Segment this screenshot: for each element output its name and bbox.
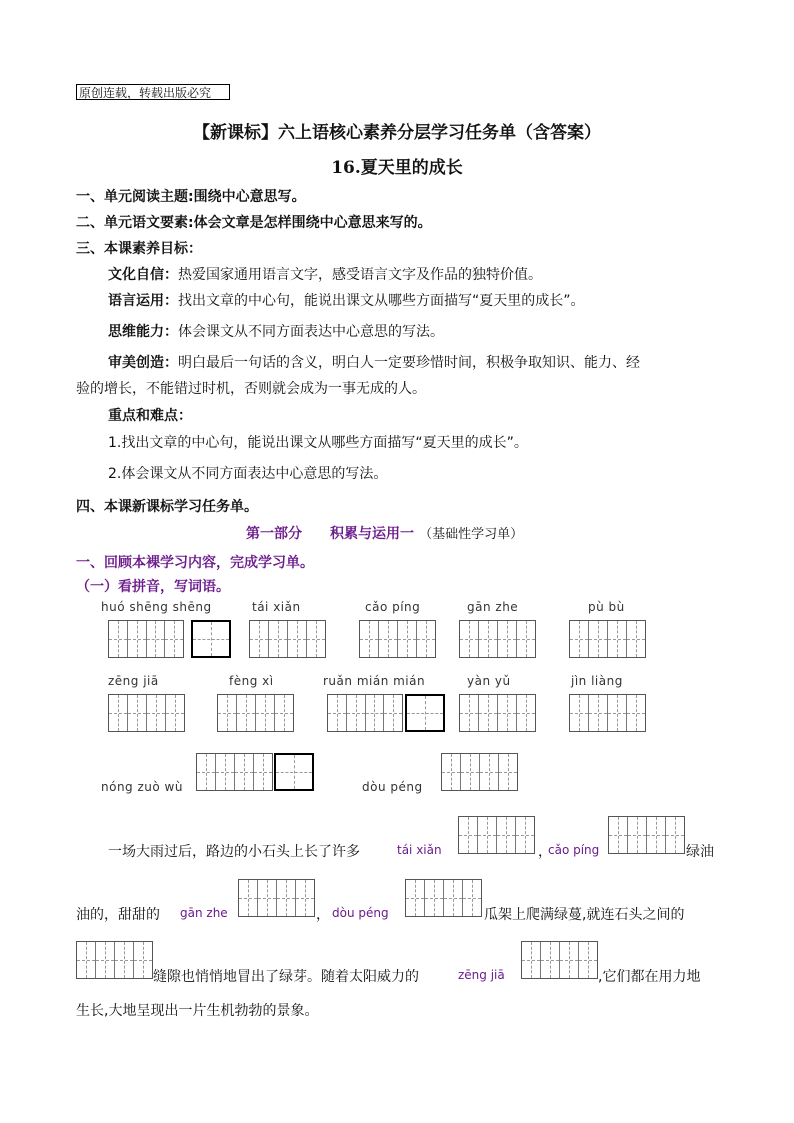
para-line-1a: 一场大雨过后，路边的小石头上长了许多 — [108, 844, 360, 860]
inline-pinyin: zēng jiā — [458, 968, 505, 982]
writing-grid[interactable] — [249, 620, 326, 658]
goal-aesthetic-cont: 验的增长，不能错过时机，否则就会成为一事无成的人。 — [76, 381, 426, 397]
writing-grid[interactable] — [327, 694, 403, 732]
key-heading: 重点和难点： — [108, 408, 192, 424]
pinyin-label: yàn yǔ — [467, 674, 511, 688]
goal-label: 语言运用： — [108, 293, 178, 309]
goal-text: 找出文章的中心句，能说出课文从哪些方面描写“夏天里的成长”。 — [178, 293, 585, 309]
inline-pinyin: cǎo píng — [548, 843, 600, 857]
writing-grid[interactable] — [196, 753, 273, 791]
copyright-stamp: 原创连载，转载出版必究 — [76, 84, 230, 100]
writing-grid[interactable] — [405, 879, 482, 917]
goal-aesthetic — [108, 352, 640, 372]
goal-text: 体会课文从不同方面表达中心意思的写法。 — [178, 324, 444, 340]
pinyin-label: dòu péng — [362, 780, 423, 794]
part-heading — [246, 523, 523, 543]
goal-label: 审美创造： — [108, 355, 178, 371]
goal-label: 文化自信： — [108, 267, 178, 283]
inline-pinyin: dòu péng — [332, 906, 389, 920]
pinyin-label: cǎo píng — [365, 600, 421, 614]
key-point-1: 1.找出文章的中心句，能说出课文从哪些方面描写“夏天里的成长”。 — [108, 435, 528, 451]
writing-grid[interactable] — [521, 941, 598, 979]
para-line-3b: ,它们都在用力地 — [598, 969, 701, 985]
writing-grid[interactable] — [608, 816, 685, 854]
writing-grid[interactable] — [459, 694, 536, 732]
writing-grid[interactable] — [359, 620, 436, 658]
writing-grid-single[interactable] — [274, 753, 314, 791]
goal-text: 明白最后一句话的含义，明白人一定要珍惜时间，积极争取知识、能力、经 — [178, 355, 640, 371]
task-list-heading: 四、本课新课标学习任务单。 — [76, 499, 258, 515]
writing-grid[interactable] — [569, 694, 646, 732]
pinyin-label: ruǎn mián mián — [323, 674, 426, 688]
goal-language — [108, 290, 585, 310]
goal-culture — [108, 264, 542, 284]
para-line-4: 生长,大地呈现出一片生机勃勃的景象。 — [76, 1003, 319, 1019]
writing-grid[interactable] — [217, 694, 294, 732]
goals-heading: 三、本课素养目标： — [76, 241, 202, 257]
writing-grid[interactable] — [76, 941, 153, 979]
pinyin-label: jìn liàng — [571, 674, 623, 688]
pinyin-label: zēng jiā — [108, 674, 159, 688]
pinyin-label: tái xiǎn — [252, 600, 301, 614]
part-note: （基础性学习单） — [419, 527, 524, 542]
lesson-title: 16.夏天里的成长 — [331, 158, 463, 178]
part-title: 第一部分 积累与运用一 — [246, 526, 414, 542]
punct: ， — [538, 844, 552, 860]
goal-label: 思维能力： — [108, 324, 178, 340]
writing-grid[interactable] — [238, 879, 315, 917]
para-line-1c: 绿油 — [686, 844, 714, 860]
unit-element: 二、单元语文要素:体会文章是怎样围绕中心意思来写的。 — [76, 215, 432, 231]
pinyin-label: pù bù — [588, 600, 625, 614]
task-subheading: （一）看拼音，写词语。 — [76, 579, 230, 595]
writing-grid-single[interactable] — [405, 694, 445, 732]
para-line-3a: 缝隙也悄悄地冒出了绿芽。随着太阳威力的 — [153, 969, 419, 985]
writing-grid[interactable] — [108, 620, 184, 658]
punct: ， — [316, 907, 330, 923]
pinyin-label: fèng xì — [229, 674, 274, 688]
goal-text: 热爱国家通用语言文字，感受语言文字及作品的独特价值。 — [178, 267, 542, 283]
writing-grid[interactable] — [569, 620, 646, 658]
key-point-2: 2.体会课文从不同方面表达中心意思的写法。 — [108, 466, 388, 482]
pinyin-label: huó shēng shēng — [101, 600, 212, 614]
writing-grid[interactable] — [108, 694, 185, 732]
pinyin-label: nóng zuò wù — [101, 780, 183, 794]
writing-grid[interactable] — [458, 816, 535, 854]
page-title: 【新课标】六上语核心素养分层学习任务单（含答案） — [193, 123, 601, 143]
task-heading: 一、回顾本裸学习内容，完成学习单。 — [76, 555, 314, 571]
writing-grid-single[interactable] — [191, 620, 231, 658]
inline-pinyin: gān zhe — [180, 906, 228, 920]
unit-theme: 一、单元阅读主题:围绕中心意思写。 — [76, 189, 306, 205]
writing-grid[interactable] — [459, 620, 536, 658]
pinyin-label: gān zhe — [467, 600, 519, 614]
inline-pinyin: tái xiǎn — [397, 843, 442, 857]
para-line-2a: 油的，甜甜的 — [76, 907, 160, 923]
writing-grid[interactable] — [441, 753, 518, 791]
para-line-2c: 瓜架上爬满绿蔓,就连石头之间的 — [484, 907, 685, 923]
goal-thinking — [108, 321, 444, 341]
